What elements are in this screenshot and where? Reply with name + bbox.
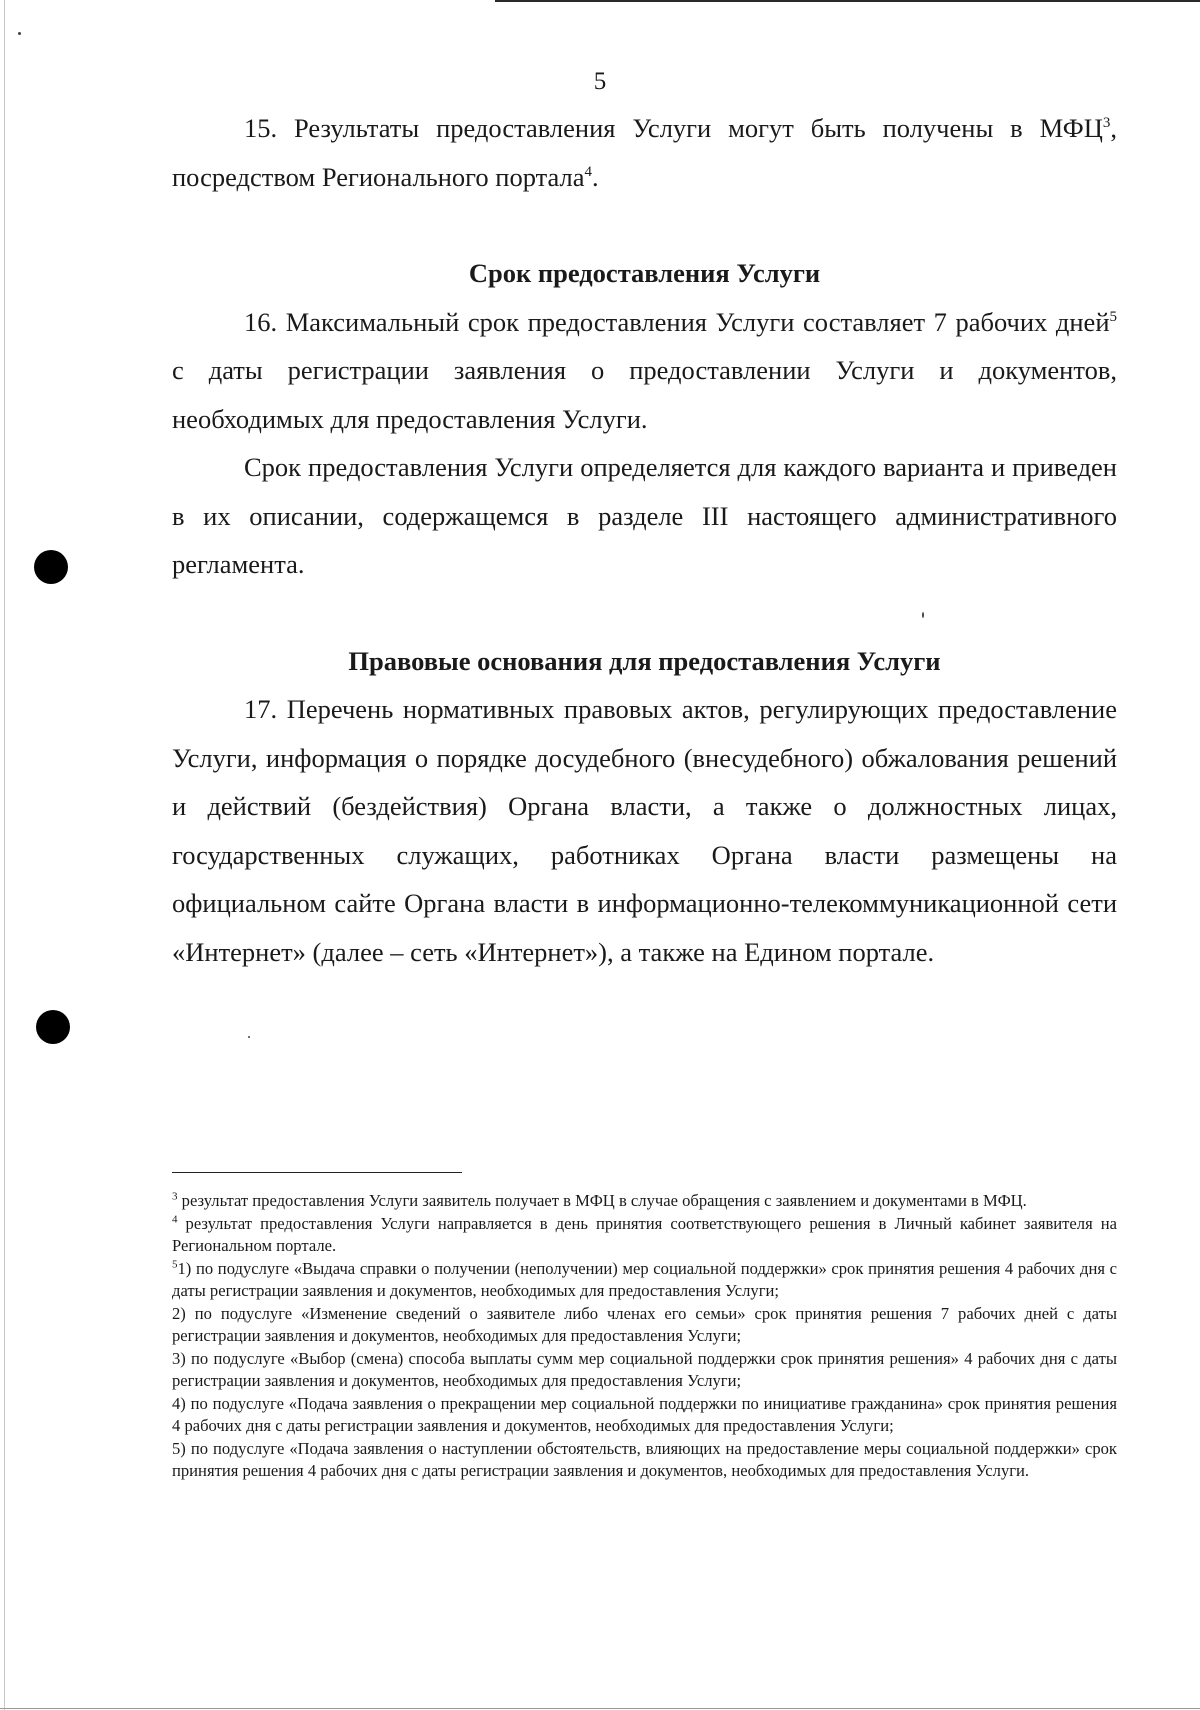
paragraph-17: 17. Перечень нормативных правовых актов, регулирующих предоставление Услуги, информация о порядке досудебного (внесудебного) обжалования решений и действий (бездействия) Органа власти, а также о должностных лицах, государственных служащих, работниках Органа власти размещены на официальном сайте Органа власти в информационно-телекоммуникационной сети «Интернет» (далее – сеть «Интернет»), а также на Едином портале. [172, 694, 1117, 967]
footnote-ref: 5 [1109, 308, 1117, 325]
punch-hole [36, 1010, 70, 1044]
footnote-mark: 3 [172, 1190, 178, 1203]
document-body [172, 104, 1117, 976]
paragraph-term-variant: Срок предоставления Услуги определяется для каждого варианта и приведен в их описании, содержащемся в разделе III настоящего административного регламента. [172, 452, 1117, 579]
footnote: $^5$1) по подуслуге «Выдача справки о получении (неполучении) мер социальной поддержки» срок принятия решения 4 рабочих дня с даты регистрации заявления и документов, необходимых для предоставления Услуги; [172, 1257, 1117, 1300]
footnote-mark: 4 [172, 1212, 178, 1225]
scan-edge-bottom [0, 1708, 1200, 1709]
footnote: $^4$ результат предоставления Услуги направляется в день принятия соответствующего решения в Личный кабинет заявителя на Региональном портале. [172, 1212, 1117, 1255]
page-number: 5 [593, 68, 607, 95]
footnote: 2) по подуслуге «Изменение сведений о заявителе либо членах его семьи» срок принятия решения 7 рабочих дней с даты регистрации заявления и документов, необходимых для предоставления Услуги; [172, 1303, 1117, 1345]
scan-border-top [495, 0, 1200, 2]
scan-speck [248, 1036, 250, 1038]
punch-hole [34, 550, 68, 584]
footnote: 3) по подуслуге «Выбор (смена) способа выплаты сумм мер социальной поддержки срок принятия решения» 4 рабочих дня с даты регистрации заявления и документов, необходимых для предоставления Услуги; [172, 1348, 1117, 1390]
section-heading-term: Срок предоставления Услуги [468, 258, 821, 288]
section-heading-legal: Правовые основания для предоставления Услуги [348, 645, 941, 676]
footnote: 5) по подуслуге «Подача заявления о наступлении обстоятельств, влияющих на предоставление меры социальной поддержки» срок принятия решения 4 рабочих дня с даты регистрации заявления и документов, необходимых для предоставления Услуги. [172, 1438, 1117, 1480]
footnote-separator [172, 1172, 462, 1173]
footnote-ref: 3 [1102, 115, 1111, 132]
paragraph-15: 15. Результаты предоставления Услуги могут быть получены в МФЦ$^3$, посредством Регионального портала$^4$. [172, 113, 1117, 192]
footnote-mark: 5 [172, 1257, 178, 1270]
paragraph-16: 16. Максимальный срок предоставления Услуги составляет 7 рабочих дней$^5$ с даты регистрации заявления о предоставлении Услуги и документов, необходимых для предоставления Услуги. [172, 306, 1117, 434]
scan-edge-left [4, 0, 5, 1710]
footnote: $^3$ результат предоставления Услуги заявитель получает в МФЦ в случае обращения с заявлением и документами в МФЦ. [172, 1190, 1027, 1210]
footnote-ref: 4 [584, 163, 592, 180]
footnotes [172, 1190, 1117, 1483]
footnote: 4) по подуслуге «Подача заявления о прекращении мер социальной поддержки по инициативе гражданина» срок принятия решения 4 рабочих дня с даты регистрации заявления и документов, необходимых для предоставления Услуги; [172, 1393, 1117, 1435]
scan-speck [18, 32, 21, 35]
